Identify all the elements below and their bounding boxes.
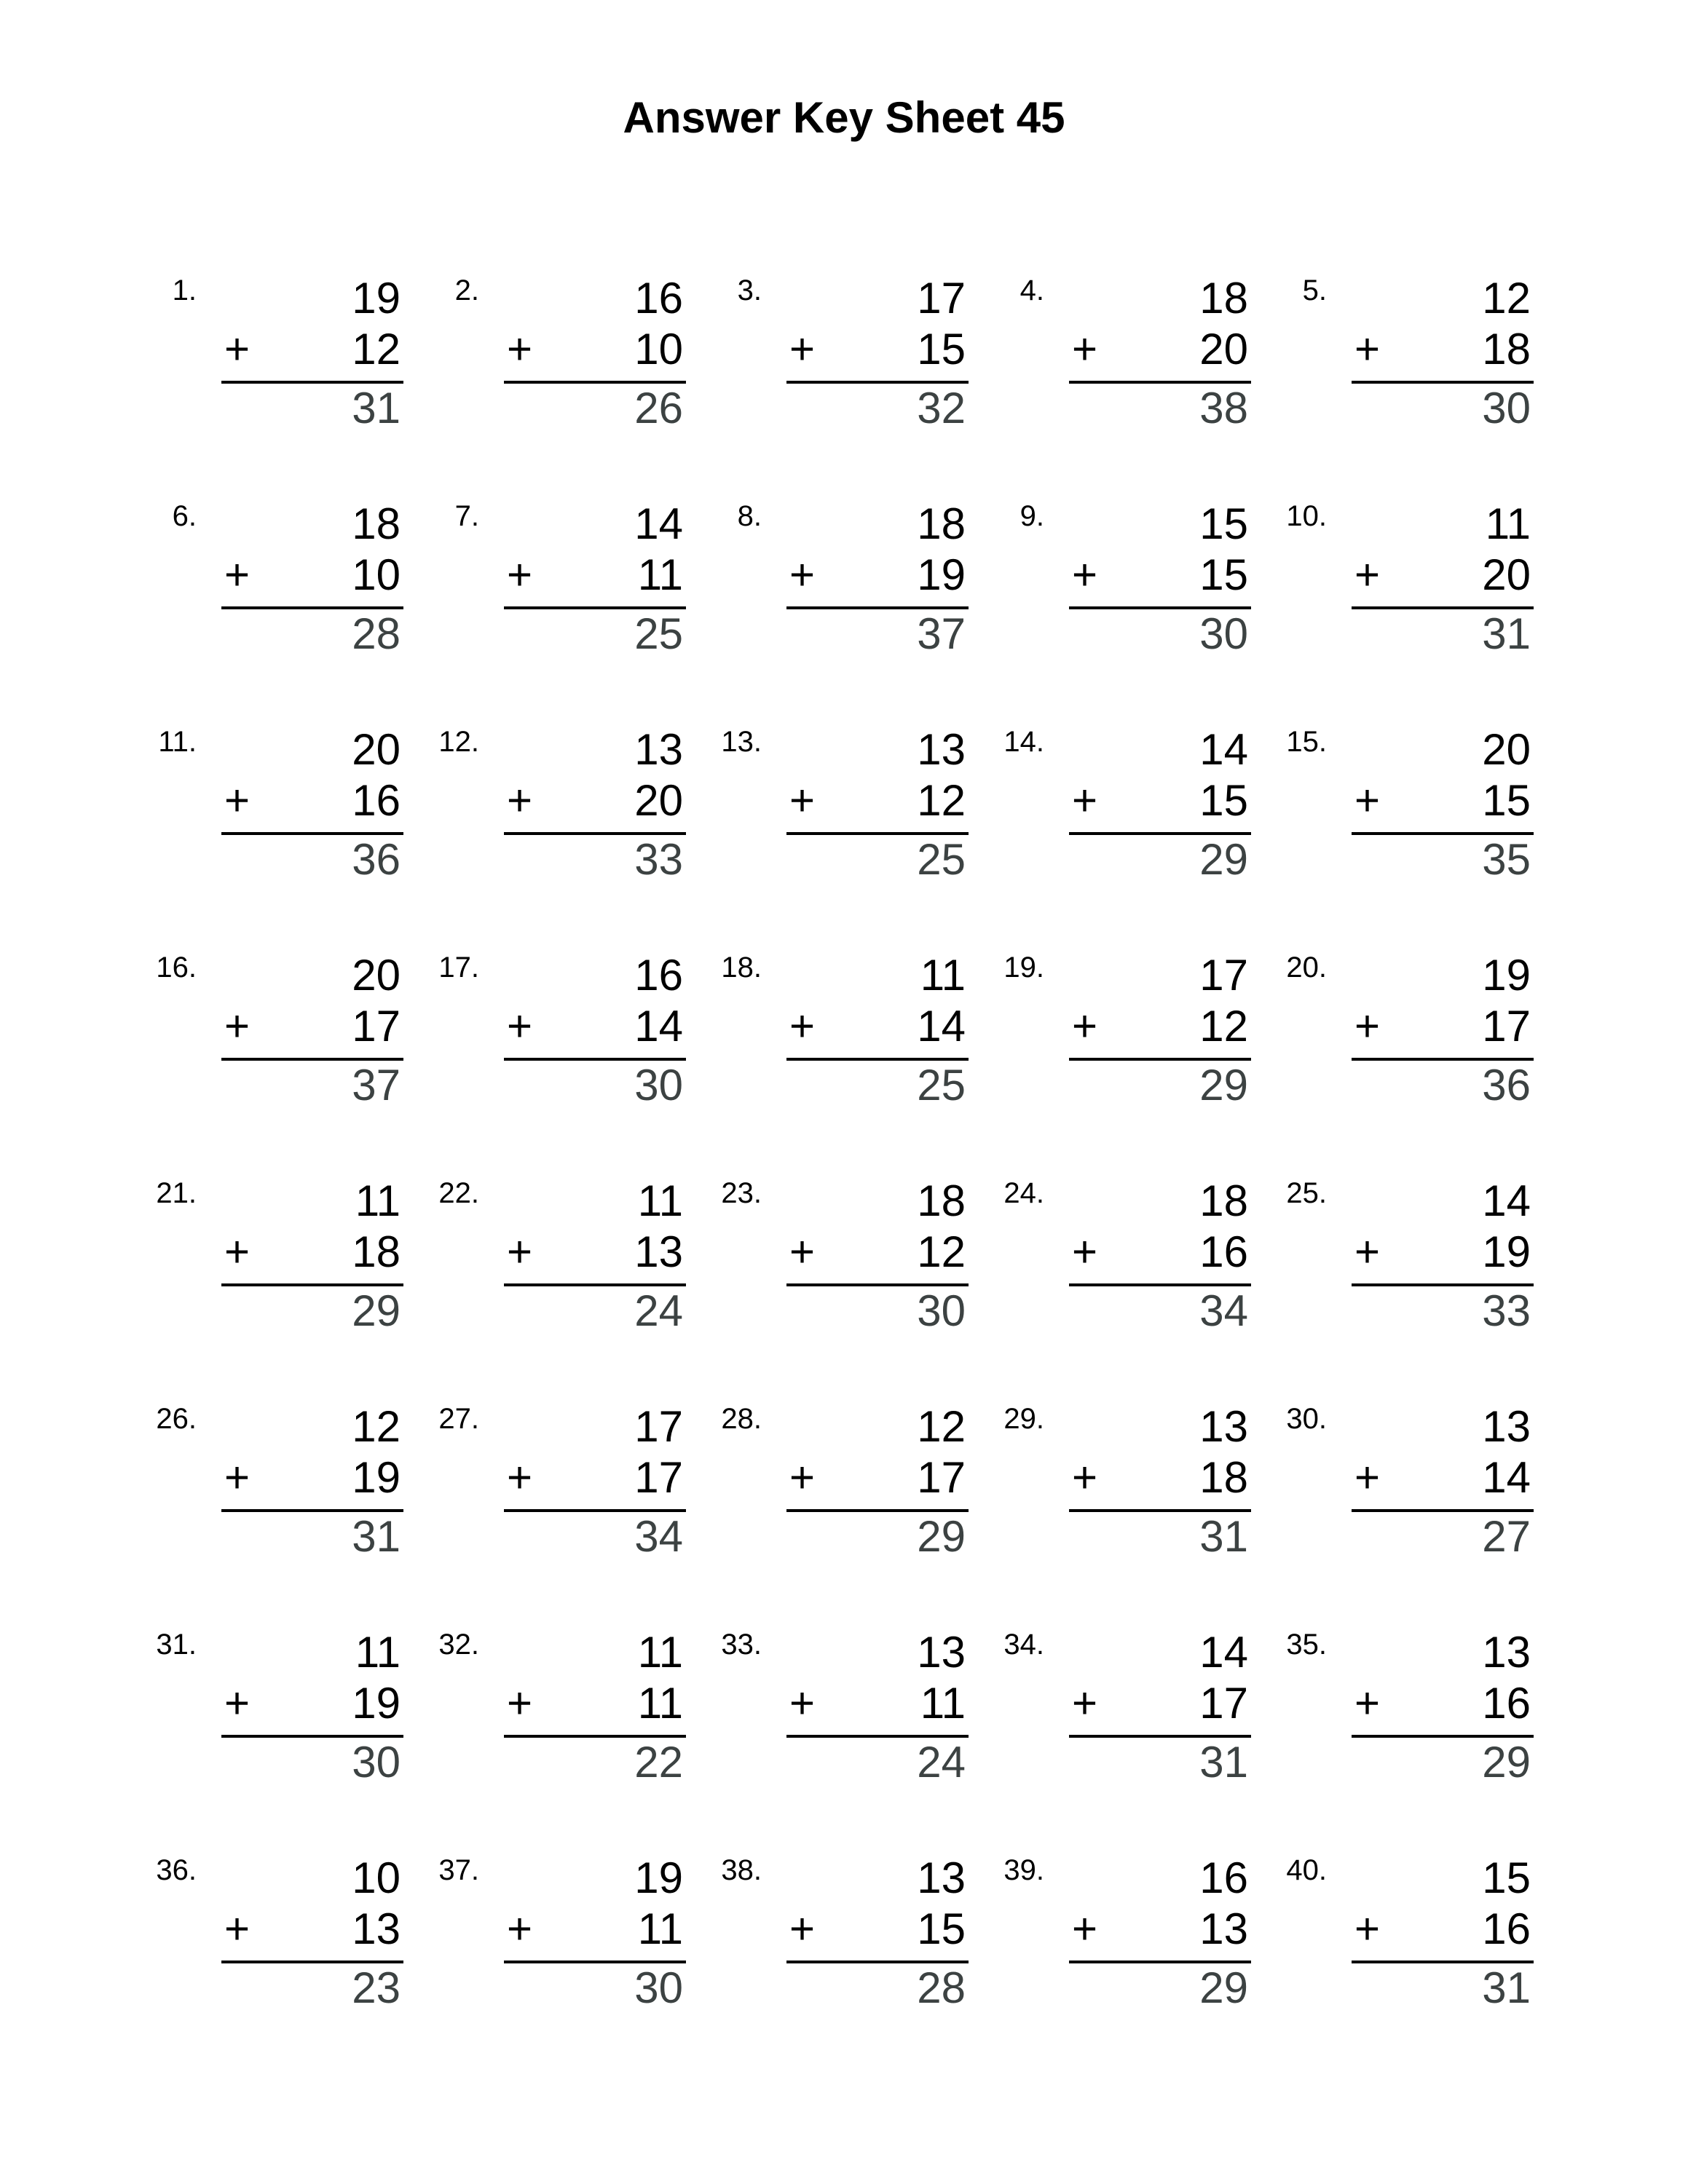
problem-number: 32. xyxy=(438,1629,479,1661)
problem-number: 16. xyxy=(156,951,197,984)
plus-sign: + xyxy=(224,550,251,599)
answer-value: 36 xyxy=(1482,1061,1531,1109)
problem-number: 33. xyxy=(721,1629,762,1661)
addition-problem xyxy=(406,724,683,906)
answer-value: 34 xyxy=(634,1512,683,1561)
answer-value: 31 xyxy=(352,1512,401,1561)
second-addend: 15 xyxy=(1199,550,1248,599)
first-addend: 16 xyxy=(634,951,683,1000)
first-addend: 17 xyxy=(1199,951,1248,1000)
addition-problem xyxy=(124,724,401,906)
addition-problem xyxy=(1254,499,1531,681)
answer-value: 37 xyxy=(917,609,966,658)
problem-number: 18. xyxy=(721,951,762,984)
second-addend: 17 xyxy=(1482,1002,1531,1051)
first-addend: 15 xyxy=(1199,499,1248,548)
problem-number: 10. xyxy=(1286,500,1327,532)
second-addend: 13 xyxy=(1199,1904,1248,1953)
first-addend: 18 xyxy=(917,499,966,548)
problem-number: 5. xyxy=(1302,274,1327,306)
second-addend: 11 xyxy=(637,550,683,599)
plus-sign: + xyxy=(1354,1002,1381,1051)
addition-problem xyxy=(689,950,966,1132)
problem-number: 23. xyxy=(721,1177,762,1209)
first-addend: 17 xyxy=(634,1402,683,1451)
answer-value: 27 xyxy=(1482,1512,1531,1561)
second-addend: 16 xyxy=(352,776,401,825)
first-addend: 18 xyxy=(917,1176,966,1225)
answer-value: 25 xyxy=(634,609,683,658)
first-addend: 18 xyxy=(352,499,401,548)
second-addend: 15 xyxy=(917,325,966,373)
answer-value: 30 xyxy=(1482,384,1531,432)
second-addend: 10 xyxy=(352,550,401,599)
addition-problem xyxy=(689,724,966,906)
plus-sign: + xyxy=(224,1002,251,1051)
addition-problem xyxy=(971,1401,1248,1583)
answer-value: 34 xyxy=(1199,1286,1248,1335)
plus-sign: + xyxy=(1354,1904,1381,1953)
answer-value: 31 xyxy=(1199,1738,1248,1787)
answer-value: 33 xyxy=(634,835,683,884)
problem-number: 11. xyxy=(158,726,197,758)
addition-problem xyxy=(1254,1401,1531,1583)
plus-sign: + xyxy=(224,1453,251,1502)
answer-value: 30 xyxy=(634,1061,683,1109)
problem-number: 27. xyxy=(438,1403,479,1435)
plus-sign: + xyxy=(1354,1227,1381,1276)
problem-number: 9. xyxy=(1019,500,1044,532)
second-addend: 17 xyxy=(352,1002,401,1051)
second-addend: 15 xyxy=(917,1904,966,1953)
addition-problem xyxy=(124,499,401,681)
first-addend: 12 xyxy=(1482,274,1531,323)
answer-value: 29 xyxy=(1199,835,1248,884)
plus-sign: + xyxy=(1354,776,1381,825)
problem-number: 17. xyxy=(438,951,479,984)
addition-problem xyxy=(689,1627,966,1809)
addition-problem xyxy=(1254,1627,1531,1809)
second-addend: 12 xyxy=(917,1227,966,1276)
second-addend: 19 xyxy=(1482,1227,1531,1276)
plus-sign: + xyxy=(224,1679,251,1728)
plus-sign: + xyxy=(789,1002,816,1051)
problem-number: 34. xyxy=(1003,1629,1044,1661)
plus-sign: + xyxy=(507,1679,533,1728)
problem-number: 15. xyxy=(1286,726,1327,758)
first-addend: 14 xyxy=(634,499,683,548)
plus-sign: + xyxy=(789,1904,816,1953)
plus-sign: + xyxy=(789,776,816,825)
addition-problem xyxy=(971,1176,1248,1358)
first-addend: 19 xyxy=(352,274,401,323)
addition-problem xyxy=(1254,950,1531,1132)
problem-number: 12. xyxy=(438,726,479,758)
addition-problem xyxy=(406,1853,683,2035)
problem-number: 35. xyxy=(1286,1629,1327,1661)
addition-problem xyxy=(971,950,1248,1132)
plus-sign: + xyxy=(507,1904,533,1953)
plus-sign: + xyxy=(1354,325,1381,373)
answer-value: 28 xyxy=(352,609,401,658)
addition-problem xyxy=(406,950,683,1132)
addition-problem xyxy=(406,1176,683,1358)
first-addend: 18 xyxy=(1199,274,1248,323)
answer-value: 29 xyxy=(917,1512,966,1561)
answer-value: 24 xyxy=(917,1738,966,1787)
plus-sign: + xyxy=(507,1002,533,1051)
problem-number: 8. xyxy=(737,500,762,532)
addition-problem xyxy=(406,1401,683,1583)
first-addend: 14 xyxy=(1199,725,1248,774)
first-addend: 11 xyxy=(637,1176,683,1225)
first-addend: 11 xyxy=(1485,499,1531,548)
answer-value: 29 xyxy=(352,1286,401,1335)
addition-problem xyxy=(406,1627,683,1809)
addition-problem xyxy=(1254,1176,1531,1358)
problem-number: 6. xyxy=(172,500,197,532)
problem-number: 39. xyxy=(1003,1854,1044,1886)
addition-problem xyxy=(689,273,966,455)
first-addend: 19 xyxy=(634,1853,683,1902)
addition-problem xyxy=(689,1401,966,1583)
first-addend: 11 xyxy=(355,1176,401,1225)
plus-sign: + xyxy=(224,776,251,825)
addition-problem xyxy=(971,1853,1248,2035)
addition-problem xyxy=(124,1401,401,1583)
addition-problem xyxy=(406,273,683,455)
page-title: Answer Key Sheet 45 xyxy=(623,93,1065,142)
plus-sign: + xyxy=(507,776,533,825)
problem-number: 4. xyxy=(1019,274,1044,306)
second-addend: 19 xyxy=(352,1679,401,1728)
second-addend: 15 xyxy=(1482,776,1531,825)
answer-value: 22 xyxy=(634,1738,683,1787)
second-addend: 14 xyxy=(634,1002,683,1051)
second-addend: 17 xyxy=(634,1453,683,1502)
second-addend: 14 xyxy=(1482,1453,1531,1502)
first-addend: 13 xyxy=(634,725,683,774)
answer-value: 29 xyxy=(1199,1061,1248,1109)
first-addend: 20 xyxy=(352,725,401,774)
plus-sign: + xyxy=(224,325,251,373)
plus-sign: + xyxy=(1354,550,1381,599)
answer-value: 28 xyxy=(917,1963,966,2012)
problem-number: 3. xyxy=(737,274,762,306)
problem-number: 20. xyxy=(1286,951,1327,984)
first-addend: 19 xyxy=(1482,951,1531,1000)
first-addend: 20 xyxy=(1482,725,1531,774)
second-addend: 20 xyxy=(634,776,683,825)
second-addend: 11 xyxy=(920,1679,966,1728)
addition-problem xyxy=(124,273,401,455)
plus-sign: + xyxy=(1072,550,1098,599)
second-addend: 17 xyxy=(917,1453,966,1502)
second-addend: 12 xyxy=(917,776,966,825)
second-addend: 17 xyxy=(1199,1679,1248,1728)
plus-sign: + xyxy=(1072,1679,1098,1728)
problem-number: 24. xyxy=(1003,1177,1044,1209)
plus-sign: + xyxy=(1354,1679,1381,1728)
answer-value: 26 xyxy=(634,384,683,432)
answer-value: 30 xyxy=(1199,609,1248,658)
plus-sign: + xyxy=(1072,1453,1098,1502)
addition-problem xyxy=(689,1853,966,2035)
answer-value: 30 xyxy=(634,1963,683,2012)
problem-number: 13. xyxy=(721,726,762,758)
problem-number: 38. xyxy=(721,1854,762,1886)
plus-sign: + xyxy=(507,1453,533,1502)
answer-value: 30 xyxy=(917,1286,966,1335)
second-addend: 20 xyxy=(1199,325,1248,373)
first-addend: 14 xyxy=(1199,1628,1248,1677)
plus-sign: + xyxy=(1072,325,1098,373)
answer-value: 35 xyxy=(1482,835,1531,884)
answer-value: 29 xyxy=(1199,1963,1248,2012)
problem-number: 19. xyxy=(1003,951,1044,984)
plus-sign: + xyxy=(1072,1002,1098,1051)
answer-value: 38 xyxy=(1199,384,1248,432)
second-addend: 19 xyxy=(352,1453,401,1502)
problem-number: 40. xyxy=(1286,1854,1327,1886)
plus-sign: + xyxy=(507,550,533,599)
first-addend: 14 xyxy=(1482,1176,1531,1225)
problem-number: 7. xyxy=(454,500,479,532)
problem-number: 22. xyxy=(438,1177,479,1209)
problem-number: 36. xyxy=(156,1854,197,1886)
answer-value: 37 xyxy=(352,1061,401,1109)
plus-sign: + xyxy=(789,550,816,599)
answer-value: 32 xyxy=(917,384,966,432)
problem-number: 1. xyxy=(172,274,197,306)
problem-number: 25. xyxy=(1286,1177,1327,1209)
second-addend: 16 xyxy=(1482,1679,1531,1728)
addition-problem xyxy=(689,499,966,681)
addition-problem xyxy=(971,499,1248,681)
addition-problem xyxy=(971,724,1248,906)
first-addend: 10 xyxy=(352,1853,401,1902)
second-addend: 16 xyxy=(1199,1227,1248,1276)
addition-problem xyxy=(689,1176,966,1358)
problem-number: 2. xyxy=(454,274,479,306)
first-addend: 15 xyxy=(1482,1853,1531,1902)
addition-problem xyxy=(406,499,683,681)
first-addend: 13 xyxy=(1482,1628,1531,1677)
answer-value: 31 xyxy=(1199,1512,1248,1561)
answer-value: 33 xyxy=(1482,1286,1531,1335)
problem-number: 29. xyxy=(1003,1403,1044,1435)
second-addend: 14 xyxy=(917,1002,966,1051)
addition-problem xyxy=(124,950,401,1132)
problem-number: 14. xyxy=(1003,726,1044,758)
first-addend: 16 xyxy=(1199,1853,1248,1902)
first-addend: 11 xyxy=(355,1628,401,1677)
answer-value: 23 xyxy=(352,1963,401,2012)
first-addend: 17 xyxy=(917,274,966,323)
addition-problem xyxy=(1254,724,1531,906)
first-addend: 11 xyxy=(920,951,966,1000)
plus-sign: + xyxy=(789,325,816,373)
addition-problem xyxy=(971,1627,1248,1809)
plus-sign: + xyxy=(1072,776,1098,825)
addition-problem xyxy=(1254,273,1531,455)
first-addend: 13 xyxy=(917,1853,966,1902)
second-addend: 10 xyxy=(634,325,683,373)
answer-value: 29 xyxy=(1482,1738,1531,1787)
second-addend: 20 xyxy=(1482,550,1531,599)
problem-number: 31. xyxy=(156,1629,197,1661)
second-addend: 15 xyxy=(1199,776,1248,825)
plus-sign: + xyxy=(789,1453,816,1502)
first-addend: 20 xyxy=(352,951,401,1000)
plus-sign: + xyxy=(224,1227,251,1276)
second-addend: 19 xyxy=(917,550,966,599)
answer-value: 31 xyxy=(1482,609,1531,658)
addition-problem xyxy=(124,1176,401,1358)
answer-value: 36 xyxy=(352,835,401,884)
second-addend: 12 xyxy=(1199,1002,1248,1051)
second-addend: 12 xyxy=(352,325,401,373)
plus-sign: + xyxy=(507,325,533,373)
plus-sign: + xyxy=(224,1904,251,1953)
answer-value: 24 xyxy=(634,1286,683,1335)
first-addend: 16 xyxy=(634,274,683,323)
second-addend: 11 xyxy=(637,1904,683,1953)
second-addend: 13 xyxy=(634,1227,683,1276)
second-addend: 13 xyxy=(352,1904,401,1953)
first-addend: 18 xyxy=(1199,1176,1248,1225)
first-addend: 11 xyxy=(637,1628,683,1677)
problem-number: 21. xyxy=(156,1177,197,1209)
plus-sign: + xyxy=(789,1227,816,1276)
first-addend: 13 xyxy=(1482,1402,1531,1451)
answer-value: 31 xyxy=(1482,1963,1531,2012)
second-addend: 18 xyxy=(352,1227,401,1276)
answer-value: 31 xyxy=(352,384,401,432)
answer-value: 25 xyxy=(917,1061,966,1109)
addition-problem xyxy=(971,273,1248,455)
first-addend: 12 xyxy=(352,1402,401,1451)
plus-sign: + xyxy=(1072,1904,1098,1953)
first-addend: 13 xyxy=(917,725,966,774)
addition-problem xyxy=(1254,1853,1531,2035)
plus-sign: + xyxy=(1354,1453,1381,1502)
first-addend: 13 xyxy=(1199,1402,1248,1451)
second-addend: 18 xyxy=(1199,1453,1248,1502)
problem-number: 28. xyxy=(721,1403,762,1435)
second-addend: 11 xyxy=(637,1679,683,1728)
plus-sign: + xyxy=(1072,1227,1098,1276)
problem-number: 37. xyxy=(438,1854,479,1886)
answer-value: 30 xyxy=(352,1738,401,1787)
problem-number: 30. xyxy=(1286,1403,1327,1435)
addition-problem xyxy=(124,1853,401,2035)
first-addend: 13 xyxy=(917,1628,966,1677)
second-addend: 16 xyxy=(1482,1904,1531,1953)
first-addend: 12 xyxy=(917,1402,966,1451)
plus-sign: + xyxy=(507,1227,533,1276)
problem-number: 26. xyxy=(156,1403,197,1435)
plus-sign: + xyxy=(789,1679,816,1728)
second-addend: 18 xyxy=(1482,325,1531,373)
addition-problem xyxy=(124,1627,401,1809)
answer-value: 25 xyxy=(917,835,966,884)
